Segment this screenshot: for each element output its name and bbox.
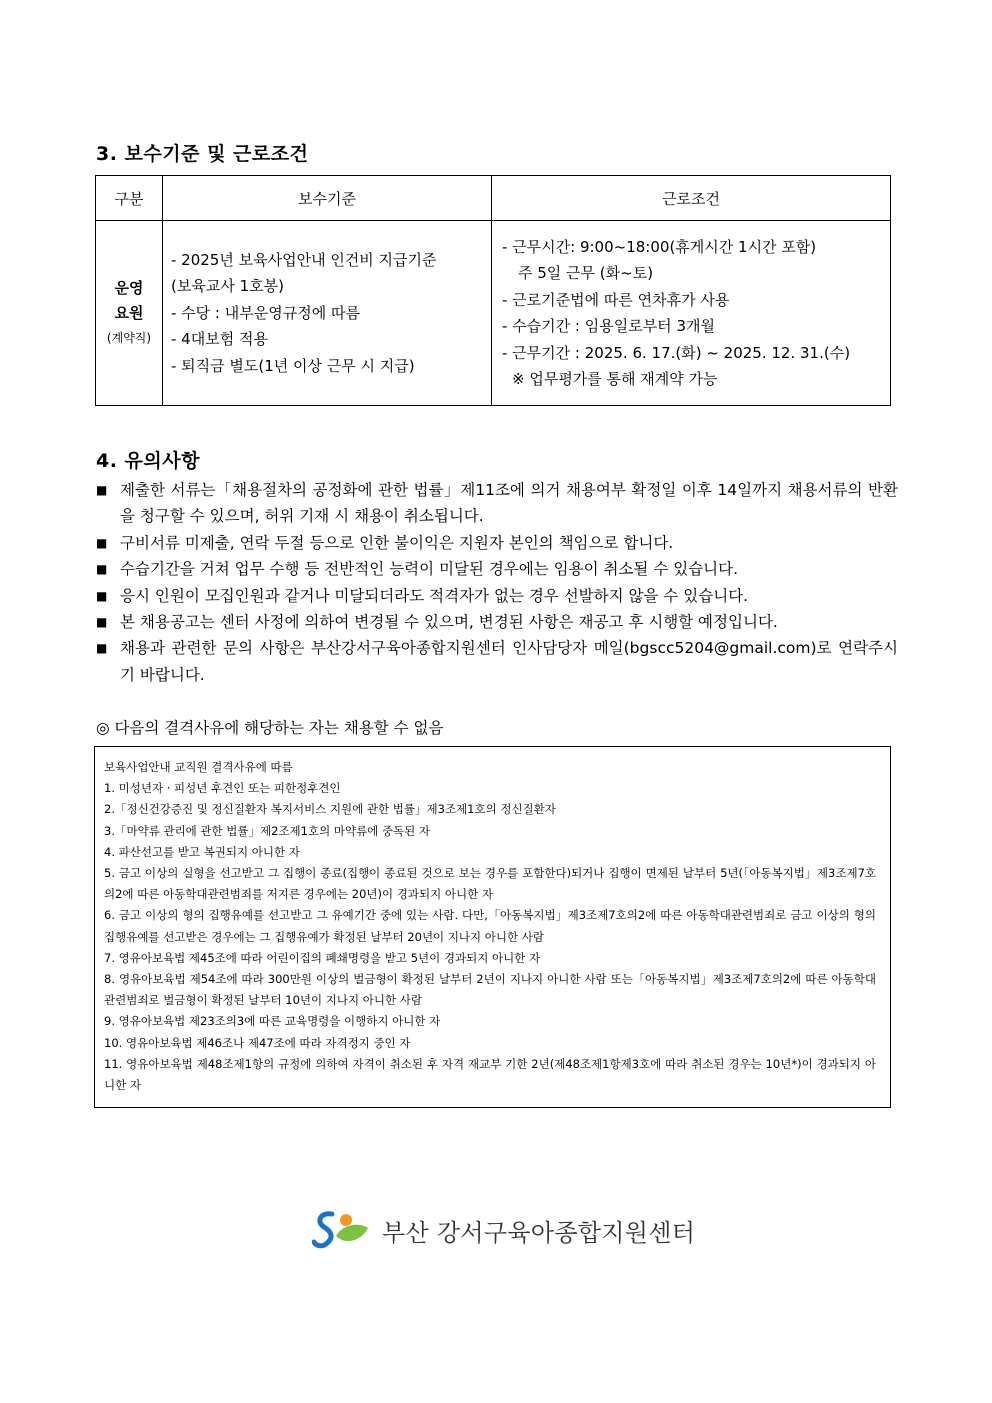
list-item [96,609,898,635]
disqualification-box [94,746,891,1108]
disqualification-list [104,778,876,1096]
note-text: 채용과 관련한 문의 사항은 부산강서구육아종합지원센터 인사담당자 메일(bgscc5204@gmail.com)로 연락주시기 바랍니다. [120,639,898,684]
table-row [96,221,891,406]
disqualification-intro: 보육사업안내 교직원 결격사유에 따름 [104,760,293,774]
note-text: 수습기간을 거쳐 업무 수행 등 전반적인 능력이 미달된 경우에는 임용이 취소될 수 있습니다. [120,560,739,579]
pay-conditions-table [95,175,891,406]
note-text: 제출한 서류는「채용절차의 공정화에 관한 법률」제11조에 의거 채용여부 확정일 이후 14일까지 채용서류의 반환을 청구할 수 있으며, 허위 기재 시 채용이 취소됩니다. [120,481,898,526]
header-work-conditions: 근로조건 [492,176,891,221]
list-item: 5. 금고 이상의 실형을 선고받고 그 집행이 종료(집행이 종료된 것으로 보는 경우를 포함한다)되거나 집행이 면제된 날부터 5년(「아동복지법」제3조제7호의2에 따른 아동학대관련범죄를 저지른 경우에는 20년)이 경과되지 아니한 자 [104,866,876,902]
disqualification-heading: ◎ 다음의 결격사유에 해당하는 자는 채용할 수 없음 [96,719,444,737]
list-item [96,477,898,530]
header-pay-standard: 보수기준 [163,176,492,221]
condition-line: - 근무시간: 9:00~18:00(휴게시간 1시간 포함) [502,237,817,256]
list-item [96,635,898,688]
square-bullet-icon: ■ [96,588,108,603]
square-bullet-icon: ■ [96,615,108,630]
note-text: 구비서류 미제출, 연락 두절 등으로 인한 불이익은 지원자 본인의 책임으로 합니다. [120,533,674,552]
list-item [96,556,898,582]
note-text: 응시 인원이 모집인원과 같거나 미달되더라도 적격자가 없는 경우 선발하지 않을 수 있습니다. [120,586,749,605]
condition-line: - 근무기간 : 2025. 6. 17.(화) ~ 2025. 12. 31.(수) [502,343,851,362]
role-line1: 운영 [114,279,144,297]
condition-line: - 수습기간 : 임용일로부터 3개월 [502,317,715,335]
note-text: 본 채용공고는 센터 사정에 의하여 변경될 수 있으며, 변경된 사항은 재공고 후 시행할 예정입니다. [120,613,778,632]
list-item: 11. 영유아보육법 제48조제1항의 규정에 의하여 자격이 취소된 후 자격 재교부 기한 2년(제48조제1항제3호에 따라 취소된 경우는 10년*)이 경과되지 아니한 자 [104,1056,876,1093]
pay-line: - 4대보험 적용 [171,330,268,349]
square-bullet-icon: ■ [96,483,108,497]
pay-line: - 2025년 보육사업안내 인건비 지급기준 [171,250,437,269]
list-item: 10. 영유아보육법 제46조나 제47조에 따라 자격정지 중인 자 [104,1035,411,1050]
square-bullet-icon: ■ [96,535,108,550]
pay-standard-cell [163,221,492,406]
footer [312,1208,695,1252]
header-category: 구분 [96,176,163,221]
condition-line: - 근로기준법에 따른 연차휴가 사용 [502,290,730,309]
list-item: 3.「마약류 관리에 관한 법률」제2조제1호의 마약류에 중독된 자 [104,823,431,838]
list-item [96,583,898,609]
list-item: 9. 영유아보육법 제23조의3에 따른 교육명령을 이행하지 아니한 자 [104,1014,441,1029]
work-conditions-cell [492,221,891,406]
pay-line: - 수당 : 내부운영규정에 따름 [171,303,360,322]
condition-line: 주 5일 근무 (화~토) [518,264,654,282]
list-item: 2.「정신건강증진 및 정신질환자 복지서비스 지원에 관한 법률」제3조제1호의 정신질환자 [104,802,556,817]
list-item [96,530,898,556]
role-cell [96,221,163,406]
square-bullet-icon: ■ [96,641,108,656]
pay-line: (보육교사 1호봉) [171,277,284,296]
list-item: 1. 미성년자 · 피성년 후견인 또는 피한정후견인 [104,781,341,796]
pay-line: - 퇴직금 별도(1년 이상 근무 시 지급) [171,356,415,375]
table-header-row [96,176,891,221]
condition-line: ※ 업무평가를 통해 재계약 가능 [512,370,718,388]
list-item: 6. 금고 이상의 형의 집행유예를 선고받고 그 유예기간 중에 있는 사람. 다만,「아동복지법」제3조제7호의2에 따른 아동학대관련범죄로 금고 이상의 형의 집행유예를 선고받은 경우에는 그 집행유예가 확정된 날부터 20년이 지나지 아니한 사람 [104,908,876,944]
org-name: 부산 강서구육아종합지원센터 [382,1218,696,1247]
section3-title: 3. 보수기준 및 근로조건 [96,143,309,165]
role-line2: 요원 [114,304,144,322]
square-bullet-icon: ■ [96,562,108,577]
list-item: 4. 파산선고를 받고 복권되지 아니한 자 [104,844,300,859]
list-item: 8. 영유아보육법 제54조에 따라 300만원 이상의 벌금형이 확정된 날부터 2년이 지나지 아니한 사람 또는「아동복지법」제3조제7호의2에 따른 아동학대관련범죄로 벌금형이 확정된 날부터 10년이 지나지 아니한 사람 [104,972,876,1008]
notes-list [96,477,898,688]
list-item: 7. 영유아보육법 제45조에 따라 어린이집의 폐쇄명령을 받고 5년이 경과되지 아니한 자 [104,950,541,965]
role-note: (계약직) [106,331,152,345]
center-logo-icon [312,1208,372,1252]
section4-title: 4. 유의사항 [96,450,200,472]
